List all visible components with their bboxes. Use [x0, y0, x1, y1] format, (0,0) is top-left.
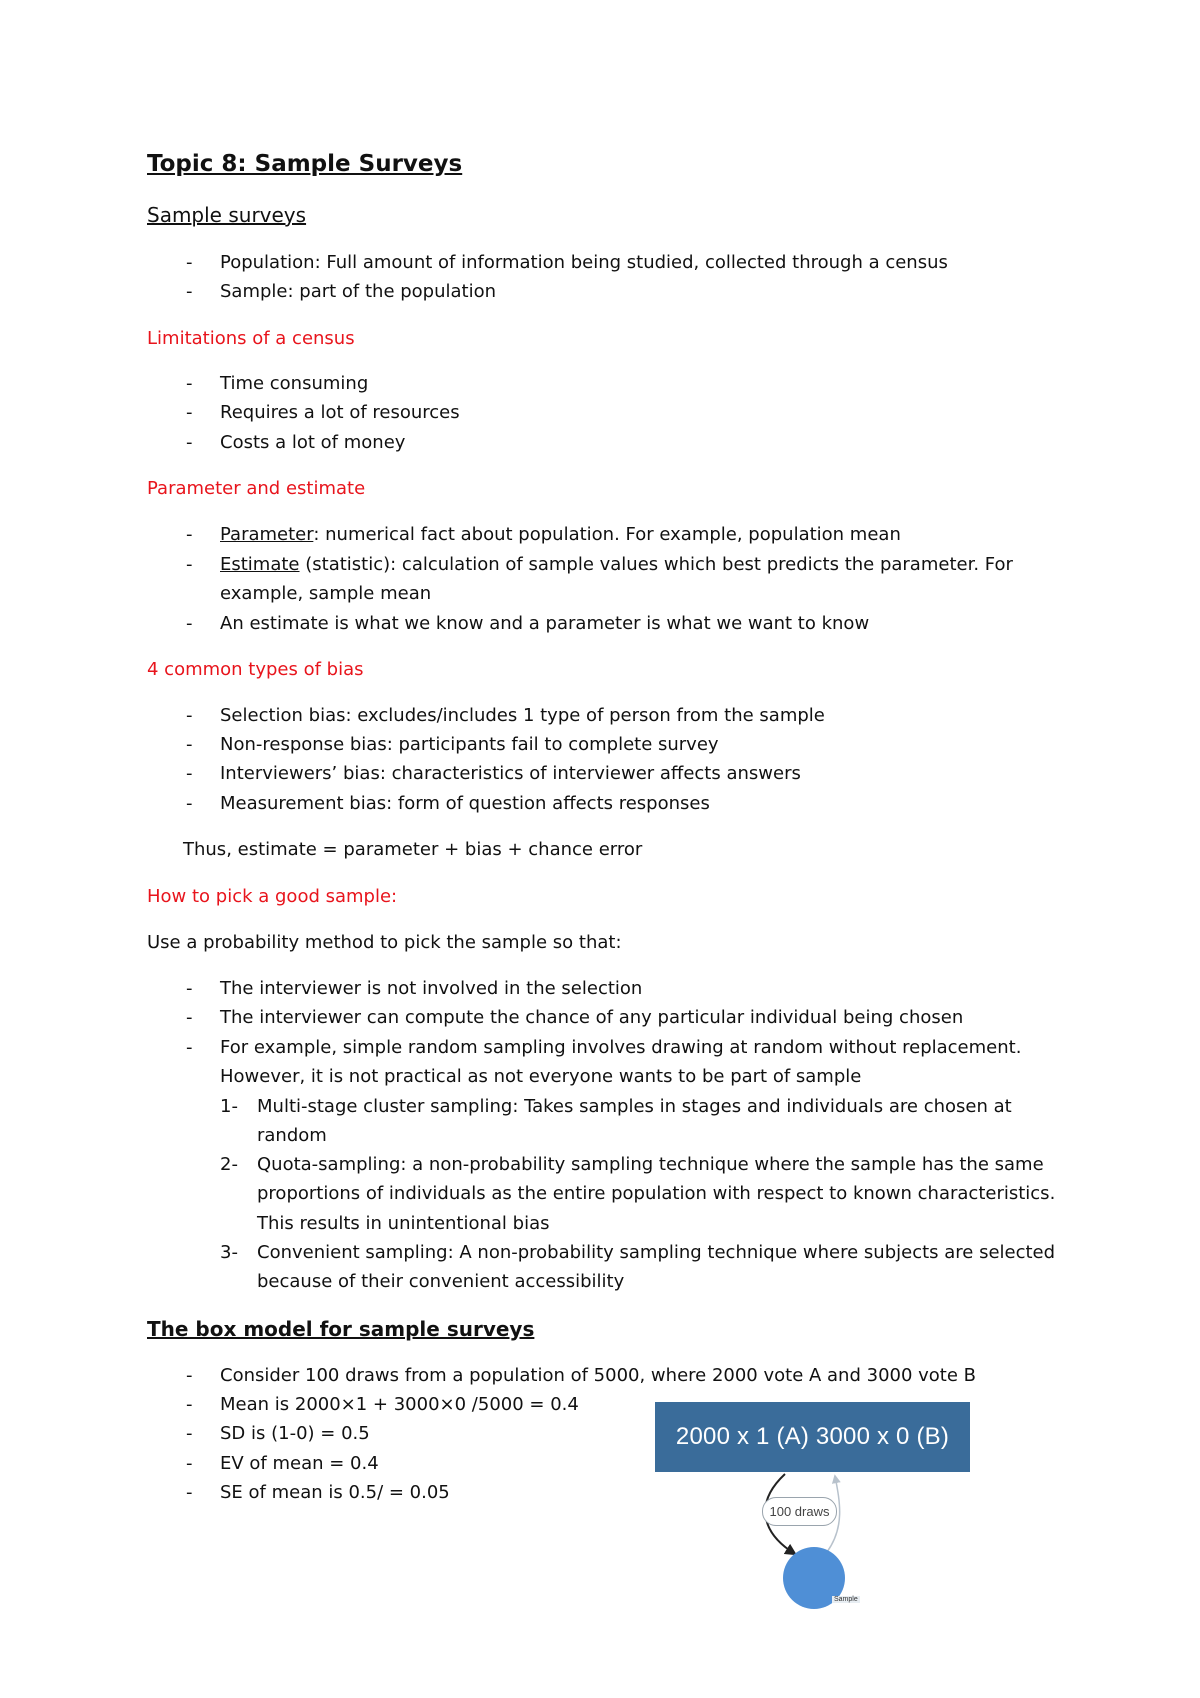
section-heading-sample-surveys: Sample surveys — [147, 203, 307, 227]
numbered-item-continuation: because of their convenient accessibility — [257, 1271, 625, 1292]
definition-text: (statistic): calculation of sample values which best predicts the parameter. For — [299, 554, 1013, 575]
list-item: Consider 100 draws from a population of 5000, where 2000 vote A and 3000 vote B — [220, 1365, 977, 1386]
bullet-dash: - — [186, 978, 193, 999]
population-box-label: 2000 x 1 (A) 3000 x 0 (B) — [675, 1423, 950, 1450]
list-item — [220, 524, 901, 546]
list-item: Requires a lot of resources — [220, 402, 460, 423]
bullet-dash: - — [186, 705, 193, 726]
list-item: Measurement bias: form of question affects responses — [220, 793, 710, 814]
list-item: The interviewer can compute the chance of any particular individual being chosen — [220, 1007, 964, 1028]
section-heading-good-sample: How to pick a good sample: — [147, 886, 398, 907]
list-item-continuation: example, sample mean — [220, 583, 432, 604]
numbered-item: Convenient sampling: A non-probability sampling technique where subjects are selected — [257, 1242, 1056, 1263]
list-item: Population: Full amount of information being studied, collected through a census — [220, 252, 948, 273]
section-heading-parameter-estimate: Parameter and estimate — [147, 478, 366, 499]
numbered-item: Multi-stage cluster sampling: Takes samples in stages and individuals are chosen at — [257, 1096, 1012, 1117]
bullet-dash: - — [186, 524, 193, 545]
bullet-dash: - — [186, 554, 193, 575]
bullet-dash: - — [186, 1453, 193, 1474]
numbered-item-continuation: proportions of individuals as the entire population with respect to known characteristics. — [257, 1183, 1056, 1204]
bullet-dash: - — [186, 1482, 193, 1503]
list-item: For example, simple random sampling involves drawing at random without replacement. — [220, 1037, 1022, 1058]
bullet-dash: - — [186, 402, 193, 423]
bullet-dash: - — [186, 1037, 193, 1058]
list-item: Time consuming — [220, 373, 369, 394]
bullet-dash: - — [186, 763, 193, 784]
bullet-dash: - — [186, 373, 193, 394]
list-number: 1- — [220, 1096, 238, 1117]
list-number: 2- — [220, 1154, 238, 1175]
box-model-diagram — [655, 1402, 980, 1617]
list-item: SE of mean is 0.5/ = 0.05 — [220, 1482, 450, 1503]
bullet-dash: - — [186, 1007, 193, 1028]
bullet-dash: - — [186, 432, 193, 453]
list-item: Interviewers’ bias: characteristics of interviewer affects answers — [220, 763, 801, 784]
bullet-dash: - — [186, 281, 193, 302]
list-item-continuation: However, it is not practical as not everyone wants to be part of sample — [220, 1066, 862, 1087]
page-title: Topic 8: Sample Surveys — [147, 151, 463, 177]
list-number: 3- — [220, 1242, 238, 1263]
bullet-dash: - — [186, 1423, 193, 1444]
list-item: EV of mean = 0.4 — [220, 1453, 379, 1474]
bullet-dash: - — [186, 252, 193, 273]
bullet-dash: - — [186, 1365, 193, 1386]
bullet-dash: - — [186, 613, 193, 634]
definition-text: : numerical fact about population. For example, population mean — [313, 524, 901, 545]
bullet-dash: - — [186, 734, 193, 755]
list-item: The interviewer is not involved in the selection — [220, 978, 643, 999]
bullet-dash: - — [186, 793, 193, 814]
list-item: An estimate is what we know and a parameter is what we want to know — [220, 613, 870, 634]
draws-label: 100 draws — [762, 1497, 837, 1526]
list-item — [220, 554, 1013, 576]
list-item: Costs a lot of money — [220, 432, 406, 453]
bullet-dash: - — [186, 1394, 193, 1415]
section-heading-box-model: The box model for sample surveys — [147, 1317, 535, 1341]
numbered-item-continuation: This results in unintentional bias — [257, 1213, 550, 1234]
section-heading-limitations: Limitations of a census — [147, 328, 355, 349]
numbered-item: Quota-sampling: a non-probability sampling technique where the sample has the same — [257, 1154, 1044, 1175]
term-parameter: Parameter — [220, 524, 314, 545]
list-item: Non-response bias: participants fail to complete survey — [220, 734, 719, 755]
numbered-item-continuation: random — [257, 1125, 327, 1146]
intro-text: Use a probability method to pick the sample so that: — [147, 932, 622, 953]
sample-label: Sample — [834, 1596, 858, 1603]
section-heading-bias: 4 common types of bias — [147, 659, 364, 680]
list-item: Selection bias: excludes/includes 1 type of person from the sample — [220, 705, 825, 726]
conclusion-text: Thus, estimate = parameter + bias + chance error — [183, 839, 643, 860]
list-item: SD is (1-0) = 0.5 — [220, 1423, 370, 1444]
list-item: Sample: part of the population — [220, 281, 497, 302]
list-item: Mean is 2000×1 + 3000×0 /5000 = 0.4 — [220, 1394, 579, 1415]
term-estimate: Estimate — [220, 554, 300, 575]
